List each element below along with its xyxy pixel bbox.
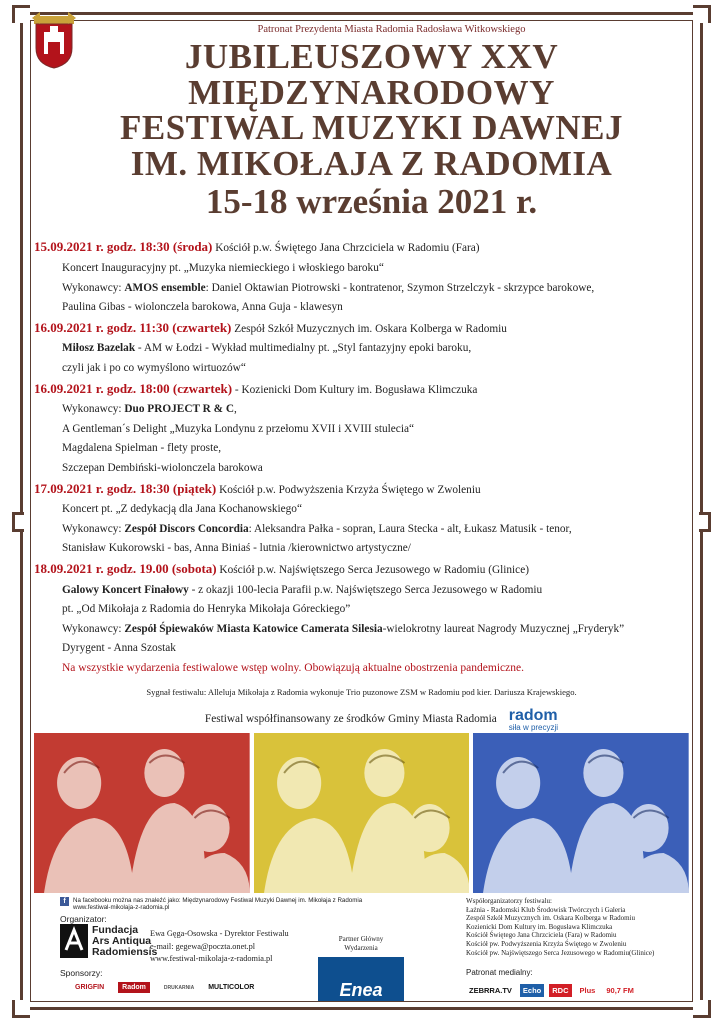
event-datetime: 16.09.2021 r. godz. 18:00 (czwartek) [34, 380, 233, 396]
event-item [34, 237, 689, 317]
event-venue: Kościół p.w. Najświętszego Serca Jezusowego w Radomiu (Glinice) [216, 563, 529, 576]
patronage-line: Patronat Prezydenta Miasta Radomia Radosława Witkowskiego [257, 24, 526, 35]
event-item [34, 379, 689, 479]
director-contact: Ewa Gęga-Osowska - Dyrektor Festiwalu e-mail: gegewa@poczta.onet.pl www.festiwal-mikolaja-z-radomia.pl [150, 928, 289, 966]
event-performers: Wykonawcy: AMOS ensemble: Daniel Oktawian Piotrowski - kontratenor, Szymon Strzelczyk - skrzypce barokowe, [62, 281, 595, 294]
festival-website-link[interactable]: www.festiwal-mikolaja-z-radomia.pl [73, 904, 170, 911]
event-list [34, 237, 689, 732]
grigfin-logo: GRIGFIN [75, 984, 105, 991]
radom-city-logo: radom siła w precyzji [508, 707, 559, 733]
festival-title [34, 39, 689, 219]
title-line: IM. MIKOŁAJA Z RADOMIA [130, 144, 613, 184]
event-datetime: 17.09.2021 r. godz. 18:30 (piątek) [34, 480, 217, 496]
event-performers-cont: Paulina Gibas - wiolonczela barokowa, Anna Guja - klawesyn [62, 301, 343, 314]
event-conductor: Dyrygent - Anna Szostak [62, 642, 176, 655]
fm-frequency-logo: 90,7 FM [606, 986, 634, 995]
co-organizer-item: Kościół pw. Podwyższenia Krzyża Świętego w Zwoleniu [466, 939, 627, 948]
radom-sponsor-logo: Radom [118, 982, 150, 993]
event-performers: Wykonawcy: Zespół Discors Concordia: Aleksandra Pałka - sopran, Laura Stecka - alt, Łukasz Matusik - tenor, [62, 522, 572, 535]
main-partner: Partner Główny Wydarzenia Enea [318, 935, 404, 1001]
border-notch [699, 512, 711, 532]
media-patrons-label: Patronat medialny: [466, 968, 533, 977]
event-description: Szczepan Dembiński-wiolonczela barokowa [62, 461, 263, 474]
co-organizer-item: Łaźnia - Radomski Klub Środowisk Twórczych i Galeria [466, 905, 626, 914]
co-organizer-item: Kościół pw. Najświętszego Serca Jezusowego w Radomiu(Glinice) [466, 948, 655, 957]
multicolor-logo: MULTICOLOR [208, 984, 255, 991]
event-item [34, 559, 689, 659]
event-description: Koncert pt. „Z dedykacją dla Jana Kochanowskiego“ [62, 503, 302, 516]
email-link[interactable]: e-mail: gegewa@poczta.onet.pl [150, 941, 256, 951]
facebook-info: f Na facebooku można nas znaleźć jako: Międzynarodowy Festiwal Muzyki Dawnej im. Mikołaja z Radomia www.festiwal-mikolaja-z-radomia.pl [60, 897, 362, 911]
border-notch [12, 512, 24, 532]
event-description-cont: pt. „Od Mikołaja z Radomia do Henryka Mikołaja Góreckiego” [62, 603, 351, 616]
organizer-logo: Fundacja Ars Antiqua Radomiensis [60, 924, 157, 958]
rdc-logo: RDC [549, 984, 571, 997]
enea-logo: Enea [318, 957, 404, 1001]
zebrra-tv-logo: ZEBRRA.TV [469, 986, 512, 995]
festival-dates: 15-18 września 2021 r. [205, 181, 538, 221]
event-performers: Wykonawcy: Zespół Śpiewaków Miasta Katowice Camerata Silesia-wielokrotny laureat Nagrody Muzycznej „Fryderyk” [62, 622, 625, 635]
event-datetime: 18.09.2021 r. godz. 19.00 (sobota) [34, 560, 217, 576]
title-line: JUBILEUSZOWY XXV [184, 37, 559, 76]
event-venue: Kościół p.w. Podwyższenia Krzyża Świętego w Zwoleniu [216, 483, 481, 496]
title-line: FESTIWAL MUZYKI DAWNEJ [119, 108, 624, 148]
festival-signal: Sygnał festiwalu: Alleluja Mikołaja z Radomia wykonuje Trio puzonowe ZSM w Radomiu pod kier. Dariusza Krajewskiego. [146, 686, 577, 697]
drukarnia-label: DRUKARNIA [163, 984, 195, 991]
radio-plus-logo: Plus [579, 986, 596, 995]
media-logos [466, 984, 637, 997]
co-organizer-item: Kościół Świętego Jana Chrzciciela (Fara) w Radomiu [466, 931, 617, 940]
border-corner [693, 1000, 711, 1018]
ars-antiqua-logo-icon [60, 924, 88, 958]
angel-panel-blue [473, 733, 689, 893]
event-description-cont: czyli jak i po co wymyślono wirtuozów“ [62, 362, 246, 374]
event-performers-cont: Stanisław Kukorowski - bas, Anna Biniaś - lutnia /kierownictwo artystyczne/ [62, 542, 411, 555]
border-corner [12, 1000, 30, 1018]
co-organizers: Współorganizatorzy festiwalu: Łaźnia - Radomski Klub Środowisk Twórczych i Galeria Zespół Szkół Muzycznych im. Oskara Kolberga w Radomiu Kozienicki Dom Kultury im. Bogusława Klimczuka Kościół Świętego Jana Chrzciciela (Fara) w Radomiu Kościół pw. Podwyższenia Krzyża Świętego w Zwoleniu Kościół pw. Najświętszego Serca Jezusowego w Radomiu(Glinice) [466, 897, 655, 957]
event-description: A Gentleman´s Delight „Muzyka Londynu z przełomu XVII i XVIII stulecia“ [62, 422, 414, 435]
event-item [34, 318, 689, 379]
event-datetime: 16.09.2021 r. godz. 11:30 (czwartek) [34, 319, 232, 335]
event-performers: Wykonawcy: Duo PROJECT R & C, [62, 403, 237, 416]
co-organizer-item: Zespół Szkół Muzycznych im. Oskara Kolberga w Radomiu [466, 914, 636, 923]
event-description: Miłosz Bazelak - AM w Łodzi - Wykład multimedialny pt. „Styl fantazyjny epoki baroku, [62, 342, 472, 355]
angel-panel-yellow [254, 733, 470, 893]
angel-image-panels [34, 733, 689, 893]
border-corner [693, 5, 711, 23]
event-description: Magdalena Spielman - flety proste, [62, 442, 222, 455]
facebook-icon[interactable]: f [60, 897, 69, 906]
title-line: MIĘDZYNARODOWY [188, 72, 555, 112]
event-description: Galowy Koncert Finałowy - z okazji 100-lecia Parafii p.w. Najświętszego Serca Jezusowego w Radomiu [62, 583, 543, 596]
poster-content [34, 22, 689, 732]
event-description: Koncert Inauguracyjny pt. „Muzyka niemieckiego i włoskiego baroku“ [62, 262, 384, 275]
co-organizer-item: Kozienicki Dom Kultury im. Bogusława Klimczuka [466, 922, 613, 931]
border-corner [12, 5, 30, 23]
event-datetime: 15.09.2021 r. godz. 18:30 (środa) [34, 239, 213, 255]
organizer-label: Organizator: [60, 914, 107, 924]
sponsor-logos [75, 982, 254, 993]
financing-line: Festiwal współfinansowany ze środków Gminy Miasta Radomia radom siła w precyzji [204, 707, 559, 733]
event-venue: Kościół p.w. Świętego Jana Chrzciciela w Radomiu (Fara) [212, 242, 480, 255]
event-venue: Zespół Szkół Muzycznych im. Oskara Kolberga w Radomiu [231, 322, 507, 335]
event-item [34, 479, 689, 559]
event-venue: - Kozienicki Dom Kultury im. Bogusława Klimczuka [232, 383, 478, 396]
sponsors-label: Sponsorzy: [60, 968, 103, 978]
echo-logo: Echo [520, 984, 544, 997]
admission-notice: Na wszystkie wydarzenia festiwalowe wstęp wolny. Obowiązują aktualne obostrzenia pandemiczne. [62, 661, 524, 674]
angel-panel-red [34, 733, 250, 893]
website-link[interactable]: www.festiwal-mikolaja-z-radomia.pl [150, 954, 273, 963]
